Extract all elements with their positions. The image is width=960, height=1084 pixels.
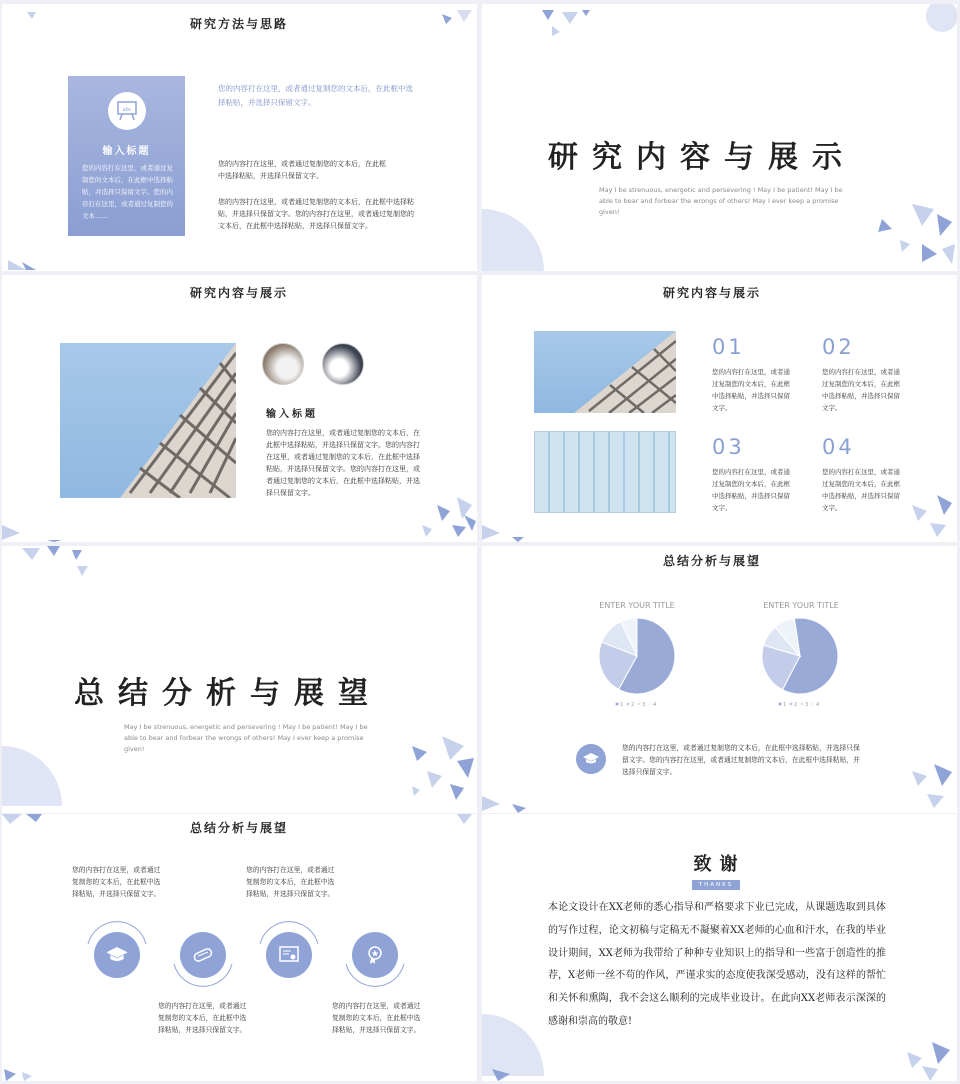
abc-board-icon: [108, 92, 146, 130]
section-subtitle: May I be strenuous, energetic and persevering ! May I be patient! May I be able to bear and forbear the wrongs of others! May I ever keep a promise given!: [599, 186, 843, 216]
item-text: 您的内容打在这里，或者通过复制您的文本后，在此框中选择粘贴，并选择只保留文字。: [712, 468, 790, 512]
building-photo: [534, 331, 676, 413]
slide-title: 研究内容与展示: [190, 286, 289, 300]
legend-label: 4: [816, 702, 820, 708]
legend-marker: [790, 703, 793, 706]
medal-icon: [352, 932, 398, 978]
legend-marker: [649, 703, 652, 706]
content-heading: 输入标题: [266, 409, 318, 420]
legend-label: 1: [620, 702, 624, 708]
chart-title: ENTER YOUR TITLE: [599, 601, 675, 610]
building-photo: [60, 343, 236, 498]
legend-label: 3: [805, 702, 809, 708]
diploma-icon: [180, 932, 226, 978]
title-card: [68, 76, 185, 236]
legend-marker: [616, 703, 619, 706]
legend-marker: [779, 703, 782, 706]
graduation-cap-icon: [576, 744, 606, 774]
item-number: 04: [822, 435, 855, 459]
summary-text: 您的内容打在这里，或者通过复制您的文本后，在此框中选择粘贴，并选择只保留文字。您的内容打在这里，或者通过复制您的文本后，在此框中选择粘贴，并选择只保留文字。: [622, 744, 860, 776]
section-subtitle: May I be strenuous, energetic and persevering ! May I be patient! May I be able to bear and forbear the wrongs of others! May I ever keep a promise given!: [124, 723, 368, 753]
item-number: 02: [822, 335, 855, 359]
slide-research-content-numbered: [482, 275, 957, 542]
chart-title: ENTER YOUR TITLE: [763, 601, 839, 610]
slide-summary-cover: [2, 546, 477, 813]
legend-marker: [638, 703, 641, 706]
slide-research-content-cover: [482, 4, 957, 271]
icon-rings: [2, 814, 477, 1081]
item-number: 03: [712, 435, 745, 459]
legend-label: 2: [794, 702, 798, 708]
legend-label: 2: [631, 702, 635, 708]
slide-title: 研究内容与展示: [663, 286, 762, 300]
glass-building-photo: [534, 431, 676, 513]
slide-research-methods: [2, 4, 477, 271]
slide-thanks: [482, 814, 957, 1081]
summary-text: 您的内容打在这里，或者通过复制您的文本后，在此框中选择粘贴，并选择只保留文字。: [246, 866, 335, 898]
intro-text: 您的内容打在这里，或者通过复制您的文本后，在此框中选择粘贴，并选择只保留文字。: [218, 84, 413, 107]
thanks-title: 致谢: [693, 854, 746, 875]
summary-text: 您的内容打在这里，或者通过复制您的文本后，在此框中选择粘贴，并选择只保留文字。: [158, 1002, 247, 1034]
legend-label: 3: [642, 702, 646, 708]
laptop-photo: [262, 343, 304, 385]
graduation-cap-icon: [94, 932, 140, 978]
thanks-text: 本论文设计在XX老师的悉心指导和严格要求下业已完成，从课题选取到具体的写作过程，论文初稿与定稿无不凝聚着XX老师的心血和汗水，在我的毕业设计期间，XX老师为我带给了种种专业知识上的指导和一些富于创造性的推荐，X老师一丝不苟的作风，严谨求实的态度使我深受感动，没有这样的帮忙和关怀和熏陶，我不会这么顺利的完成毕业设计。在此向XX老师表示深深的感谢和崇高的敬意!: [548, 902, 886, 1027]
legend-label: 1: [783, 702, 787, 708]
summary-text: 您的内容打在这里，或者通过复制您的文本后，在此框中选择粘贴，并选择只保留文字。: [72, 866, 161, 898]
legend-label: 4: [653, 702, 657, 708]
desk-photo: [322, 343, 364, 385]
slide-title: 总结分析与展望: [663, 554, 762, 568]
paragraph: 您的内容打在这里，或者通过复制您的文本后，在此框中选择粘贴，并选择只保留文字。: [218, 160, 386, 180]
slide-summary-icons: [2, 814, 477, 1081]
item-number: 01: [712, 335, 745, 359]
certificate-icon: [266, 932, 312, 978]
item-text: 您的内容打在这里，或者通过复制您的文本后，在此框中选择粘贴，并选择只保留文字。: [822, 368, 900, 412]
slide-title: 研究方法与思路: [190, 17, 289, 31]
slide-summary-charts: [482, 546, 957, 813]
item-text: 您的内容打在这里，或者通过复制您的文本后，在此框中选择粘贴，并选择只保留文字。: [822, 468, 900, 512]
paragraph: 您的内容打在这里，或者通过复制您的文本后，在此框中选择粘贴，并选择只保留文字。您的内容打在这里，或者通过复制您的文本后，在此框中选择粘贴，并选择只保留文字。: [218, 198, 414, 230]
section-title: 总结分析与展望: [74, 676, 382, 711]
card-text: 您的内容打在这里，或者通过复制您的文本后，在此框中选择粘贴，并选择只保留文字。您的内容打在这里，或者通过复制您的文本......: [82, 164, 173, 220]
legend-marker: [627, 703, 630, 706]
card-title: 输入标题: [102, 146, 151, 157]
legend-marker: [801, 703, 804, 706]
svg-text:abc: abc: [122, 107, 132, 113]
slide-title: 总结分析与展望: [190, 821, 289, 835]
section-title: 研究内容与展示: [548, 140, 856, 175]
content-text: 您的内容打在这里，或者通过复制您的文本后，在此框中选择粘贴，并选择只保留文字。您的内容打在这里，或者通过复制您的文本后，在此框中选择粘贴，并选择只保留文字。您的内容打在这里，或者通过复制您的文本后，在此框中选择粘贴，并选择只保留文字。: [266, 429, 420, 497]
legend-marker: [812, 703, 815, 706]
item-text: 您的内容打在这里，或者通过复制您的文本后，在此框中选择粘贴，并选择只保留文字。: [712, 368, 790, 412]
thanks-tag: THANKS: [692, 880, 740, 890]
slide-research-content: [2, 275, 477, 542]
summary-text: 您的内容打在这里，或者通过复制您的文本后，在此框中选择粘贴，并选择只保留文字。: [332, 1002, 421, 1034]
